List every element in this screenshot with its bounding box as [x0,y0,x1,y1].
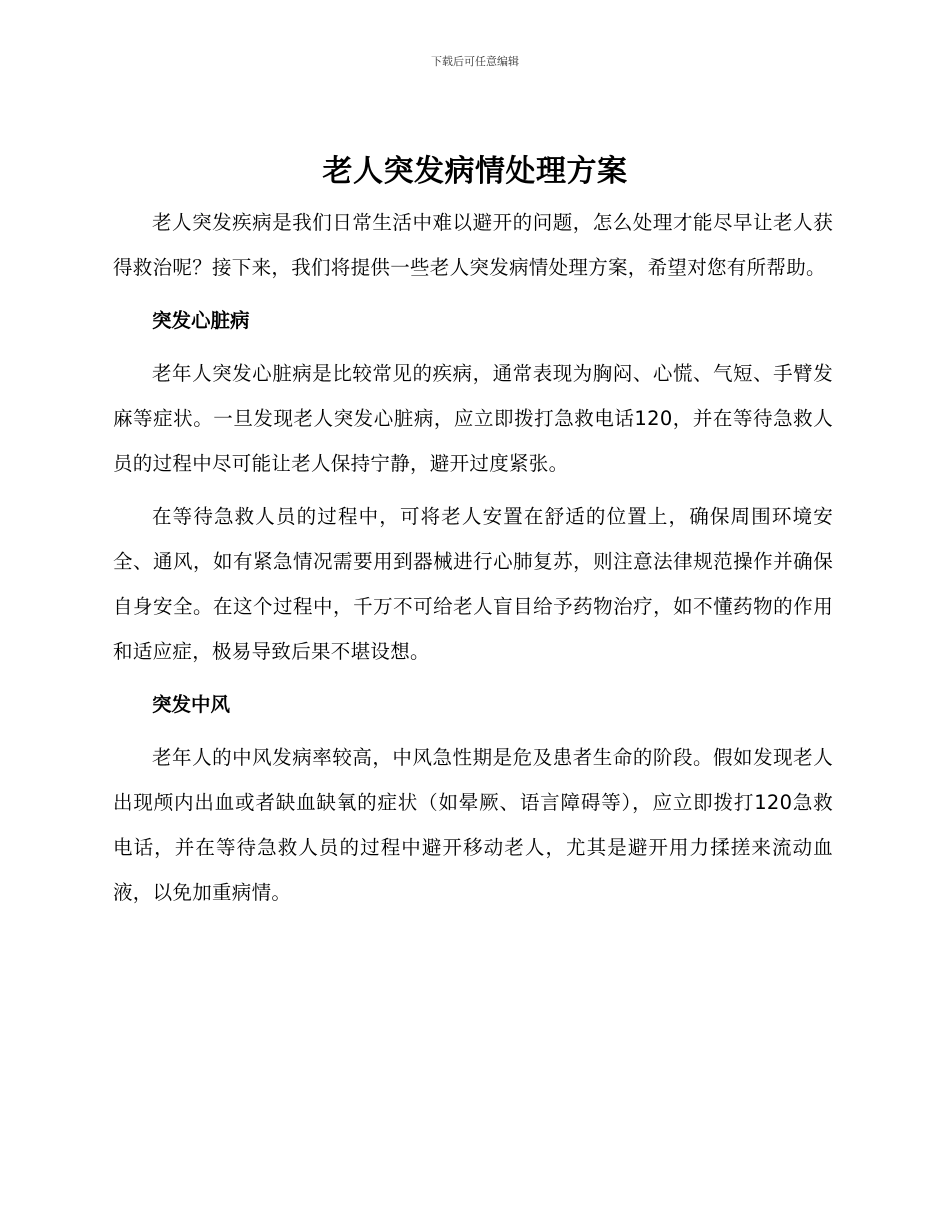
stroke-paragraph-1: 老年人的中风发病率较高，中风急性期是危及患者生命的阶段。假如发现老人出现颅内出血或者缺血缺氧的症状（如晕厥、语言障碍等），应立即拨打120急救电话，并在等待急救人员的过程中避开移动老人，尤其是避开用力揉搓来流动血液，以免加重病情。 [113,746,833,904]
intro-paragraph: 老人突发疾病是我们日常生活中难以避开的问题，怎么处理才能尽早让老人获得救治呢？接下来，我们将提供一些老人突发病情处理方案，希望对您有所帮助。 [113,211,833,279]
heart-attack-paragraph-1: 老年人突发心脏病是比较常见的疾病，通常表现为胸闷、心慌、气短、手臂发麻等症状。一旦发现老人突发心脏病，应立即拨打急救电话120，并在等待急救人员的过程中尽可能让老人保持宁静，避开过度紧张。 [113,362,833,475]
page-header-note: 下载后可任意编辑 [431,55,519,68]
document-body [113,200,833,915]
document-title: 老人突发病情处理方案 [322,154,628,189]
heart-attack-paragraph-2: 在等待急救人员的过程中，可将老人安置在舒适的位置上，确保周围环境安全、通风，如有紧急情况需要用到器械进行心肺复苏，则注意法律规范操作并确保自身安全。在这个过程中，千万不可给老人盲目给予药物治疗，如不懂药物的作用和适应症，极易导致后果不堪设想。 [113,505,833,663]
section-heading-heart-attack: 突发心脏病 [152,309,250,332]
section-heading-stroke: 突发中风 [152,693,231,716]
